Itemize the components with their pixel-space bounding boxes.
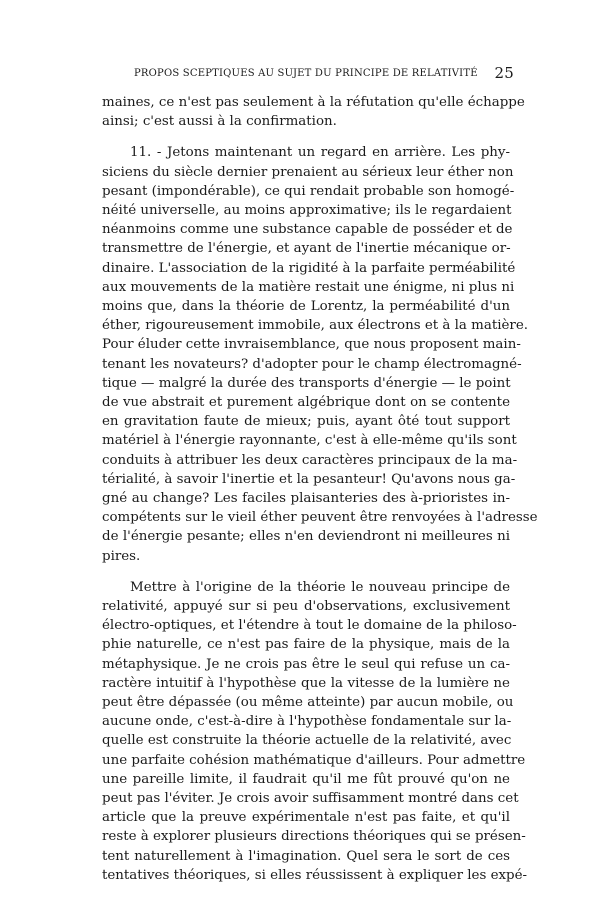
text-line: relativité, appuyé sur si peu d'observations, exclusivement <box>102 599 510 614</box>
text-line: ractère intuitif à l'hypothèse que la vitesse de la lumière ne <box>102 675 510 691</box>
text-line: pires. <box>102 548 141 564</box>
text-line: tenant les novateurs? d'adopter pour le champ électromagné- <box>102 356 522 372</box>
text-line: aucune onde, c'est-à-dire à l'hypothèse fondamentale sur la- <box>102 714 512 730</box>
text-line: siciens du siècle dernier prenaient au sérieux leur éther non <box>102 164 514 180</box>
text-line: matériel à l'énergie rayonnante, c'est à elle-même qu'ils sont <box>102 433 517 449</box>
text-line: peut pas l'éviter. Je crois avoir suffisamment montré dans cet <box>102 791 519 806</box>
text-line: 11. - Jetons maintenant un regard en arrière. Les phy- <box>130 145 510 161</box>
text-line: ainsi; c'est aussi à la confirmation. <box>102 114 337 130</box>
text-line: peut être dépassée (ou même atteinte) par aucun mobile, ou <box>102 695 514 710</box>
text-line: transmettre de l'énergie, et ayant de l'inertie mécanique or- <box>102 241 511 257</box>
text-line: tent naturellement à l'imagination. Quel sera le sort de ces <box>102 848 510 864</box>
text-line: en gravitation faute de mieux; puis, ayant ôté tout support <box>102 414 510 430</box>
text-line: métaphysique. Je ne crois pas être le seul qui refuse un ca- <box>102 656 510 672</box>
text-line: dinaire. L'association de la rigidité à la parfaite perméabilité <box>102 260 516 276</box>
text-line: térialité, à savoir l'inertie et la pesanteur! Qu'avons nous ga- <box>102 471 516 487</box>
text-line: tentatives théoriques, si elles réussissent à expliquer les expé- <box>102 867 528 883</box>
text-line: néanmoins comme une substance capable de posséder et de <box>102 222 513 238</box>
text-line: moins que, dans la théorie de Lorentz, la perméabilité d'un <box>102 299 510 314</box>
text-line: de vue abstrait et purement algébrique dont on se contente <box>102 395 510 410</box>
text-line: une parfaite cohésion mathématique d'ailleurs. Pour admettre <box>102 752 526 768</box>
text-line: aux mouvements de la matière restait une énigme, ni plus ni <box>102 279 515 295</box>
text-line: pesant (impondérable), ce qui rendait probable son homogé- <box>102 183 515 199</box>
text-line: gné au change? Les faciles plaisanteries des à-prioristes in- <box>102 491 510 506</box>
text-line: Pour éluder cette invraisemblance, que nous proposent main- <box>102 337 521 353</box>
text-line: Mettre à l'origine de la théorie le nouveau principe de <box>130 579 510 595</box>
text-line: compétents sur le vieil éther peuvent être renvoyées à l'adresse <box>102 510 538 526</box>
text-line: reste à explorer plusieurs directions théoriques qui se présen- <box>102 829 526 845</box>
text-line: maines, ce n'est pas seulement à la réfutation qu'elle échappe <box>102 95 525 110</box>
text-line: phie naturelle, ce n'est pas faire de la physique, mais de la <box>102 637 510 653</box>
running-title: PROPOS SCEPTIQUES AU SUJET DU PRINCIPE DE RELATIVITÉ <box>134 68 478 79</box>
text-line: électro-optiques, et l'étendre à tout le domaine de la philoso- <box>102 618 517 634</box>
running-header <box>102 64 514 84</box>
page-number: 25 <box>494 64 514 82</box>
text-line: conduits à attribuer les deux caractères principaux de la ma- <box>102 452 518 468</box>
text-line: article que la preuve expérimentale n'est pas faite, et qu'il <box>102 810 510 826</box>
text-line: néité universelle, au moins approximative; ils le regardaient <box>102 203 512 218</box>
text-line: une pareille limite, il faudrait qu'il me fût prouvé qu'on ne <box>102 771 510 787</box>
text-line: de l'énergie pesante; elles n'en deviendront ni meilleures ni <box>102 529 510 545</box>
text-line: quelle est construite la théorie actuelle de la relativité, avec <box>102 733 512 749</box>
text-line: tique — malgré la durée des transports d'énergie — le point <box>102 375 511 391</box>
text-line: éther, rigoureusement immobile, aux électrons et à la matière. <box>102 318 529 334</box>
